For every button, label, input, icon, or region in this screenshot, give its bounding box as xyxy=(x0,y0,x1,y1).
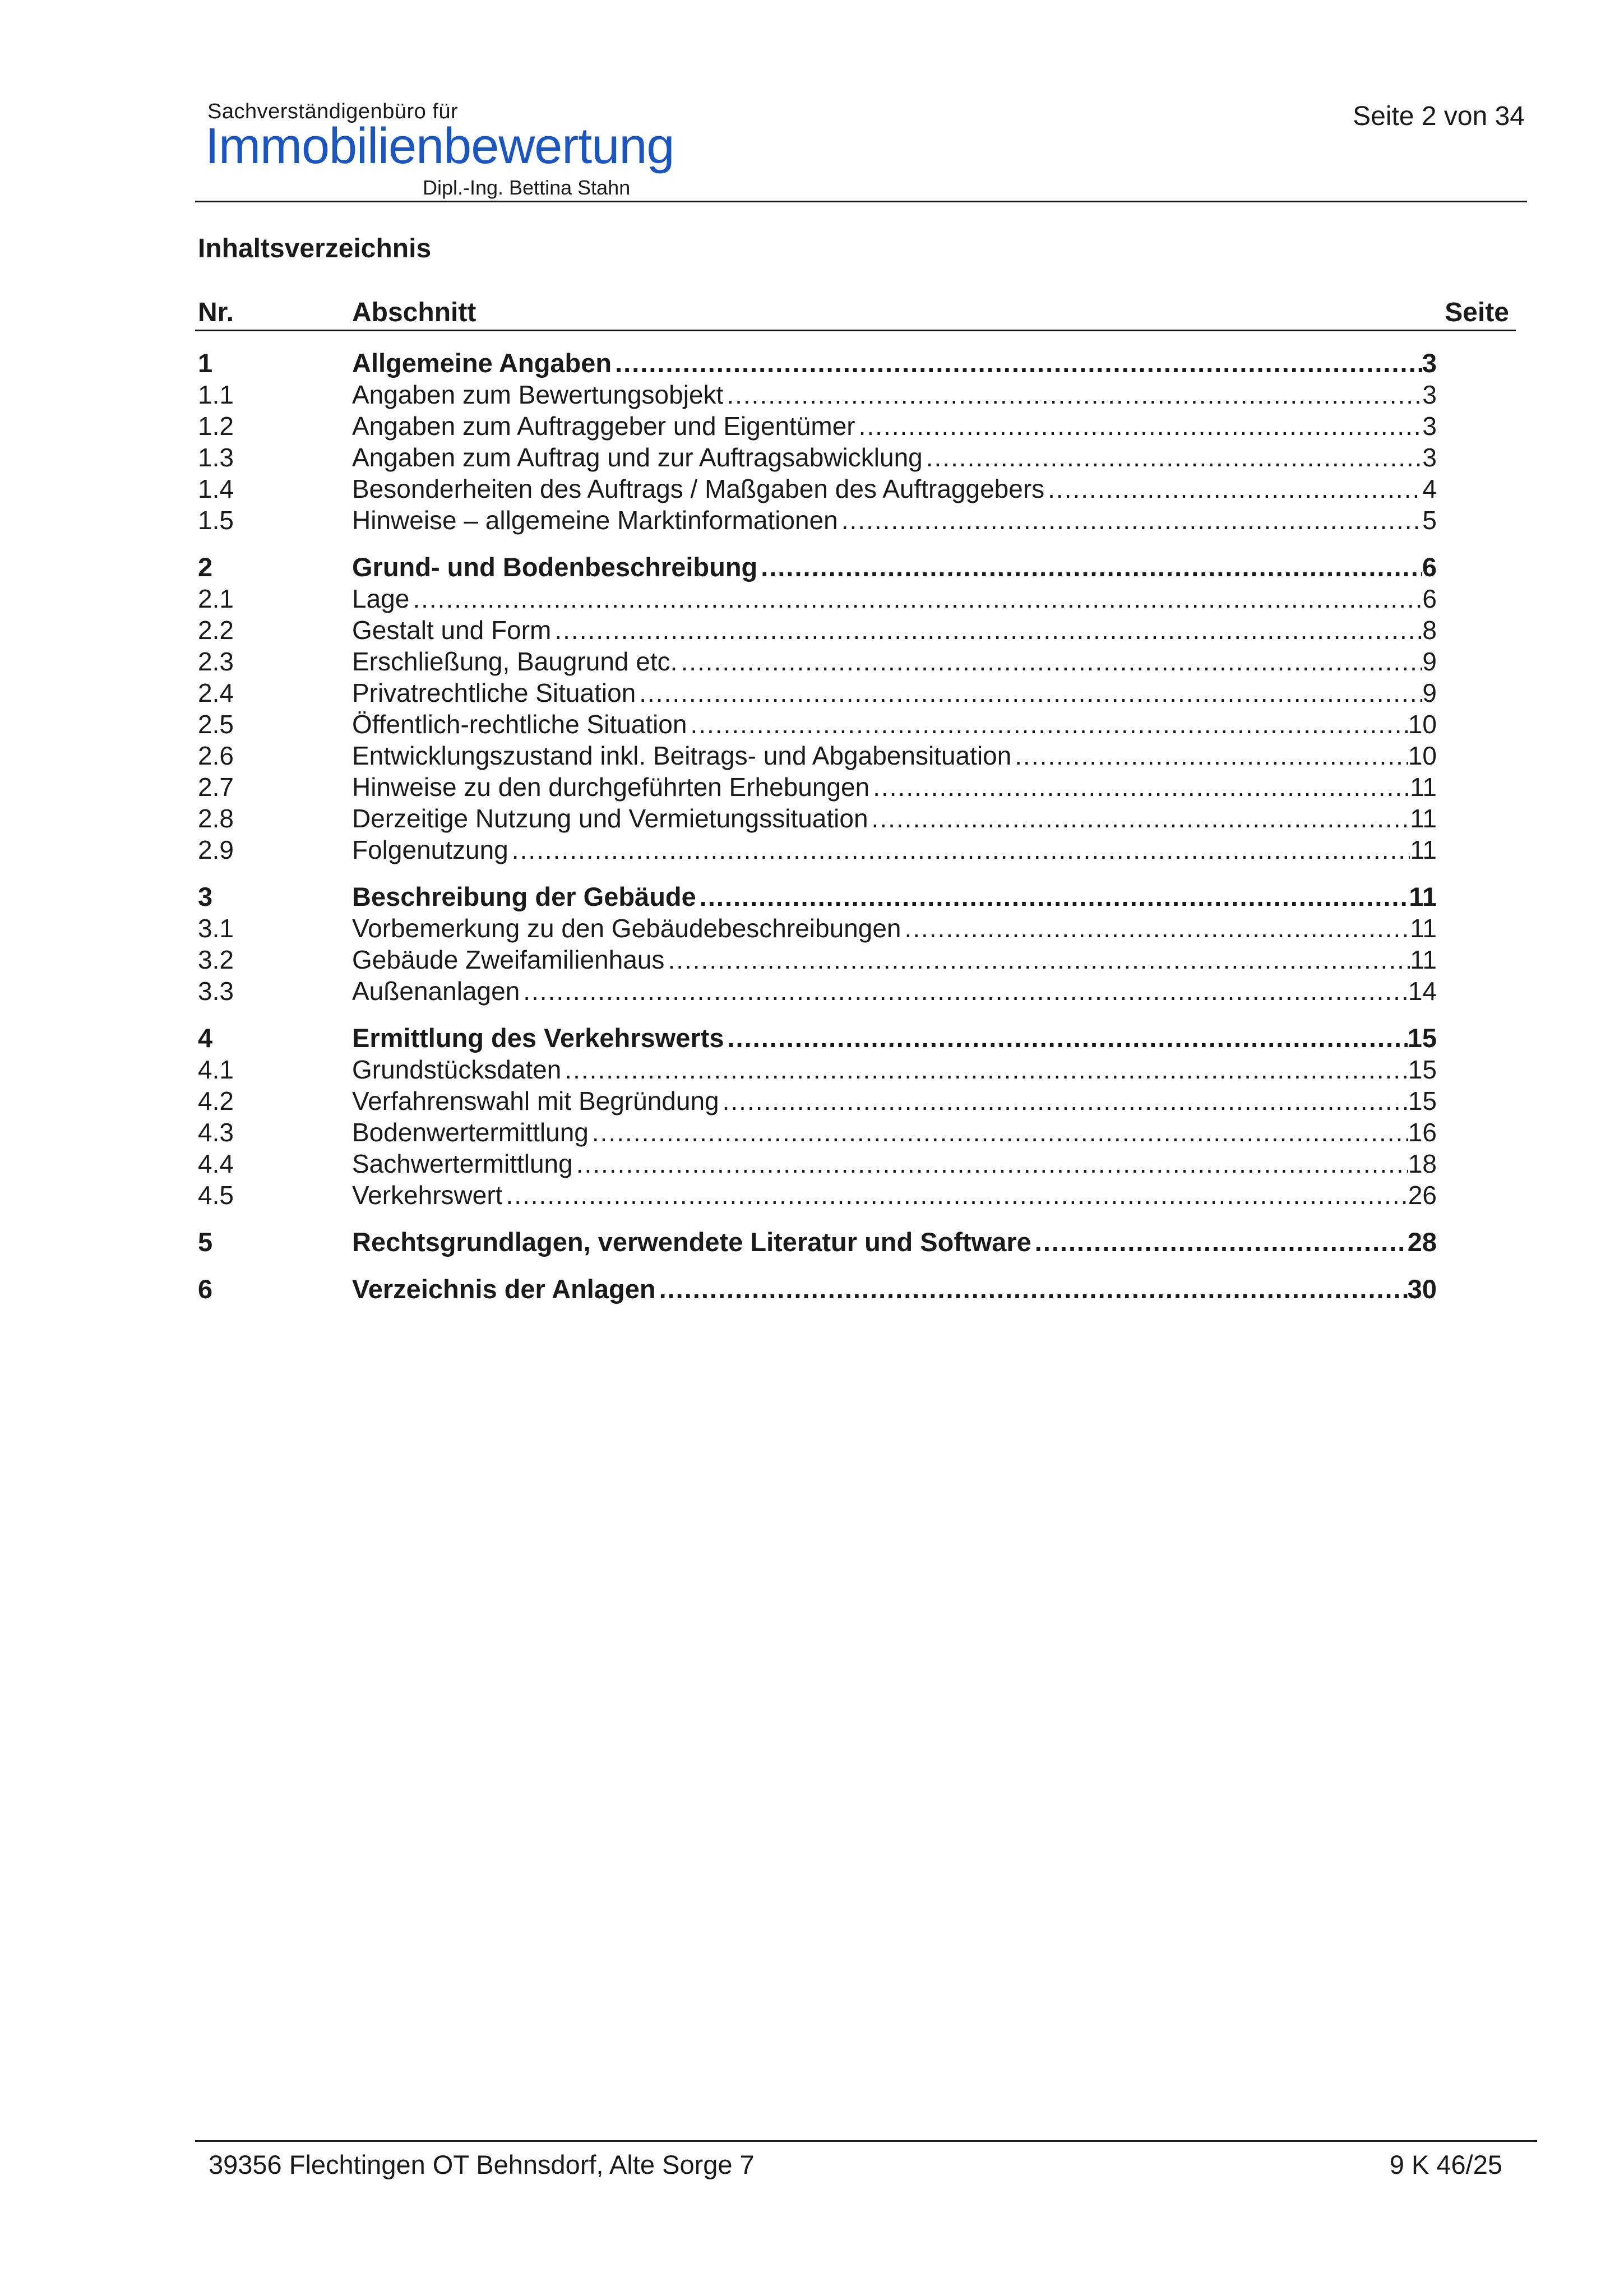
toc-entry-body xyxy=(352,1054,1437,1085)
toc-section-row[interactable] xyxy=(198,614,1437,646)
toc-entry-title: Hinweise zu den durchgeführten Erhebungen xyxy=(352,772,870,802)
footer-address: 39356 Flechtingen OT Behnsdorf, Alte Sorge 7 xyxy=(209,2150,755,2179)
toc-section-row[interactable] xyxy=(198,1117,1437,1148)
toc-section-row[interactable] xyxy=(198,740,1437,771)
toc-group xyxy=(198,881,1437,1007)
toc-entry-body xyxy=(352,1085,1437,1117)
toc-dot-leader xyxy=(873,771,1410,803)
toc-entry-page: 15 xyxy=(1408,1055,1437,1084)
toc-chapter-row[interactable] xyxy=(198,348,1437,379)
toc-entry-body xyxy=(352,1226,1437,1258)
toc-entry-title: Gestalt und Form xyxy=(352,615,552,645)
toc-section-row[interactable] xyxy=(198,379,1437,410)
toc-dot-leader xyxy=(700,881,1409,913)
toc-dot-leader xyxy=(905,913,1410,944)
toc-entry-body xyxy=(352,473,1437,504)
toc-entry-body xyxy=(352,614,1437,646)
toc-section-row[interactable] xyxy=(198,473,1437,504)
toc-entry-title: Grundstücksdaten xyxy=(352,1055,562,1084)
toc-dot-leader xyxy=(723,1085,1408,1117)
table-of-contents xyxy=(198,348,1437,1321)
toc-entry-body xyxy=(352,834,1437,865)
toc-entry-title: Ermittlung des Verkehrswerts xyxy=(352,1023,724,1053)
toc-entry-body xyxy=(352,709,1437,740)
toc-dot-leader xyxy=(1035,1226,1408,1258)
toc-entry-number: 3.2 xyxy=(198,945,234,974)
toc-entry-title: Gebäude Zweifamilienhaus xyxy=(352,945,665,974)
toc-section-row[interactable] xyxy=(198,771,1437,803)
toc-dot-leader xyxy=(859,410,1423,442)
toc-dot-leader xyxy=(523,975,1408,1007)
toc-group xyxy=(198,552,1437,865)
column-header-section: Abschnitt xyxy=(352,298,476,327)
toc-entry-title: Angaben zum Auftraggeber und Eigentümer xyxy=(352,411,855,441)
toc-entry-page: 11 xyxy=(1410,804,1437,833)
toc-entry-page: 16 xyxy=(1408,1118,1437,1147)
toc-chapter-row[interactable] xyxy=(198,552,1437,583)
toc-entry-body xyxy=(352,583,1437,614)
toc-group xyxy=(198,1022,1437,1211)
toc-section-row[interactable] xyxy=(198,709,1437,740)
toc-entry-body xyxy=(352,442,1437,473)
toc-chapter-row[interactable] xyxy=(198,881,1437,913)
footer-divider xyxy=(195,2140,1537,2142)
toc-dot-leader xyxy=(668,944,1410,975)
toc-section-row[interactable] xyxy=(198,1085,1437,1117)
toc-section-row[interactable] xyxy=(198,834,1437,865)
toc-section-row[interactable] xyxy=(198,677,1437,709)
toc-section-row[interactable] xyxy=(198,975,1437,1007)
toc-section-row[interactable] xyxy=(198,504,1437,536)
toc-entry-number: 2.5 xyxy=(198,710,234,739)
toc-entry-page: 10 xyxy=(1408,741,1437,770)
toc-entry-title: Lage xyxy=(352,584,410,613)
toc-entry-page: 15 xyxy=(1408,1086,1437,1115)
toc-dot-leader xyxy=(841,504,1423,536)
toc-entry-number: 4.5 xyxy=(198,1181,234,1210)
toc-dot-leader xyxy=(639,677,1422,709)
toc-entry-title: Grund- und Bodenbeschreibung xyxy=(352,552,758,582)
page-indicator: Seite 2 von 34 xyxy=(1353,101,1525,131)
toc-entry-body xyxy=(352,504,1437,536)
toc-entry-number: 5 xyxy=(198,1227,213,1257)
toc-group xyxy=(198,1226,1437,1258)
toc-entry-title: Bodenwertermittlung xyxy=(352,1118,589,1147)
toc-dot-leader xyxy=(506,1179,1408,1211)
toc-entry-page: 9 xyxy=(1422,678,1437,707)
toc-group xyxy=(198,348,1437,536)
toc-entry-number: 4.1 xyxy=(198,1055,234,1084)
toc-dot-leader xyxy=(512,834,1410,865)
toc-entry-number: 2.7 xyxy=(198,772,234,802)
toc-entry-body xyxy=(352,410,1437,442)
toc-section-row[interactable] xyxy=(198,944,1437,975)
toc-entry-title: Öffentlich-rechtliche Situation xyxy=(352,710,687,739)
toc-entry-number: 1.1 xyxy=(198,380,234,409)
toc-dot-leader xyxy=(681,646,1422,677)
toc-section-row[interactable] xyxy=(198,913,1437,944)
toc-entry-page: 11 xyxy=(1410,914,1437,943)
toc-dot-leader xyxy=(554,614,1422,646)
toc-entry-title: Erschließung, Baugrund etc. xyxy=(352,647,678,676)
toc-entry-number: 4 xyxy=(198,1023,213,1053)
toc-entry-page: 11 xyxy=(1410,835,1437,864)
toc-entry-title: Allgemeine Angaben xyxy=(352,348,612,378)
toc-entry-page: 30 xyxy=(1407,1274,1437,1304)
toc-entry-page: 8 xyxy=(1422,615,1437,645)
toc-entry-page: 3 xyxy=(1422,411,1437,441)
toc-entry-title: Angaben zum Auftrag und zur Auftragsabwicklung xyxy=(352,443,923,472)
toc-dot-leader xyxy=(761,552,1422,583)
toc-entry-body xyxy=(352,1022,1437,1054)
toc-entry-number: 2.8 xyxy=(198,804,234,833)
toc-entry-title: Verkehrswert xyxy=(352,1181,503,1210)
toc-section-row[interactable] xyxy=(198,442,1437,473)
toc-entry-page: 5 xyxy=(1422,506,1437,535)
company-logo xyxy=(205,96,674,203)
toc-entry-body xyxy=(352,348,1437,379)
toc-entry-body xyxy=(352,944,1437,975)
toc-entry-page: 4 xyxy=(1422,474,1437,503)
toc-entry-title: Rechtsgrundlagen, verwendete Literatur und Software xyxy=(352,1227,1031,1257)
toc-entry-body xyxy=(352,803,1437,834)
toc-entry-number: 2.6 xyxy=(198,741,234,770)
toc-entry-number: 6 xyxy=(198,1274,213,1304)
toc-dot-leader xyxy=(690,709,1408,740)
toc-entry-page: 3 xyxy=(1422,348,1437,378)
toc-chapter-row[interactable] xyxy=(198,1226,1437,1258)
footer-case-number: 9 K 46/25 xyxy=(1389,2150,1502,2179)
toc-entry-page: 10 xyxy=(1408,710,1437,739)
column-header-page: Seite xyxy=(1445,298,1509,327)
toc-dot-leader xyxy=(872,803,1410,834)
toc-entry-body xyxy=(352,379,1437,410)
toc-entry-body xyxy=(352,1179,1437,1211)
toc-dot-leader xyxy=(565,1054,1408,1085)
toc-entry-title: Verzeichnis der Anlagen xyxy=(352,1274,656,1304)
toc-entry-number: 4.2 xyxy=(198,1086,234,1115)
toc-entry-number: 2.1 xyxy=(198,584,234,613)
toc-entry-page: 11 xyxy=(1410,772,1437,802)
toc-entry-page: 6 xyxy=(1422,552,1437,582)
toc-entry-title: Angaben zum Bewertungsobjekt xyxy=(352,380,724,409)
toc-entry-title: Entwicklungszustand inkl. Beitrags- und Abgabensituation xyxy=(352,741,1012,770)
toc-entry-title: Außenanlagen xyxy=(352,976,520,1006)
toc-entry-title: Verfahrenswahl mit Begründung xyxy=(352,1086,719,1115)
toc-entry-page: 3 xyxy=(1422,380,1437,409)
header-divider xyxy=(195,201,1527,202)
toc-group xyxy=(198,1274,1437,1305)
toc-chapter-row[interactable] xyxy=(198,1022,1437,1054)
toc-entry-number: 2.4 xyxy=(198,678,234,707)
toc-dot-leader xyxy=(727,1022,1407,1054)
toc-entry-title: Derzeitige Nutzung und Vermietungssituation xyxy=(352,804,868,833)
toc-section-row[interactable] xyxy=(198,583,1437,614)
toc-entry-body xyxy=(352,1117,1437,1148)
toc-dot-leader xyxy=(615,348,1422,379)
toc-entry-number: 1 xyxy=(198,348,213,378)
toc-entry-number: 1.2 xyxy=(198,411,234,441)
toc-entry-page: 11 xyxy=(1409,882,1437,911)
toc-entry-title: Hinweise – allgemeine Marktinformationen xyxy=(352,506,838,535)
toc-entry-page: 26 xyxy=(1408,1181,1437,1210)
toc-entry-number: 4.3 xyxy=(198,1118,234,1147)
toc-entry-title: Besonderheiten des Auftrags / Maßgaben des Auftraggebers xyxy=(352,474,1045,503)
toc-dot-leader xyxy=(1048,473,1422,504)
toc-entry-body xyxy=(352,1274,1437,1305)
toc-entry-number: 3 xyxy=(198,882,213,911)
toc-entry-page: 11 xyxy=(1410,945,1437,974)
toc-entry-number: 4.4 xyxy=(198,1149,234,1178)
toc-entry-page: 18 xyxy=(1408,1149,1437,1178)
toc-dot-leader xyxy=(413,583,1422,614)
toc-dot-leader xyxy=(727,379,1422,410)
toc-dot-leader xyxy=(1015,740,1408,771)
toc-dot-leader xyxy=(592,1117,1408,1148)
logo-owner: Dipl.-Ing. Bettina Stahn xyxy=(423,176,631,199)
column-header-divider xyxy=(195,330,1516,331)
toc-dot-leader xyxy=(576,1148,1408,1179)
toc-section-row[interactable] xyxy=(198,410,1437,442)
toc-entry-body xyxy=(352,677,1437,709)
toc-entry-body xyxy=(352,740,1437,771)
toc-entry-page: 14 xyxy=(1408,976,1437,1006)
toc-entry-title: Sachwertermittlung xyxy=(352,1149,573,1178)
column-header-nr: Nr. xyxy=(198,298,234,327)
toc-chapter-row[interactable] xyxy=(198,1274,1437,1305)
toc-entry-body xyxy=(352,1148,1437,1179)
toc-section-row[interactable] xyxy=(198,1179,1437,1211)
toc-section-row[interactable] xyxy=(198,646,1437,677)
toc-dot-leader xyxy=(659,1274,1408,1305)
toc-entry-number: 3.3 xyxy=(198,976,234,1006)
toc-entry-page: 15 xyxy=(1407,1023,1437,1053)
toc-entry-title: Beschreibung der Gebäude xyxy=(352,882,696,911)
toc-entry-body xyxy=(352,771,1437,803)
toc-section-row[interactable] xyxy=(198,803,1437,834)
toc-entry-title: Privatrechtliche Situation xyxy=(352,678,636,707)
toc-entry-number: 2.3 xyxy=(198,647,234,676)
toc-entry-page: 6 xyxy=(1422,584,1437,613)
toc-section-row[interactable] xyxy=(198,1054,1437,1085)
logo-title: Immobilienbewertung xyxy=(205,118,674,174)
toc-entry-body xyxy=(352,913,1437,944)
toc-entry-page: 28 xyxy=(1407,1227,1437,1257)
toc-entry-number: 1.5 xyxy=(198,506,234,535)
toc-entry-title: Vorbemerkung zu den Gebäudebeschreibungen xyxy=(352,914,901,943)
toc-entry-page: 3 xyxy=(1422,443,1437,472)
toc-entry-number: 1.4 xyxy=(198,474,234,503)
toc-entry-number: 2.9 xyxy=(198,835,234,864)
logo-subtitle: Sachverständigenbüro für xyxy=(207,100,459,123)
toc-entry-body xyxy=(352,975,1437,1007)
toc-entry-body xyxy=(352,552,1437,583)
toc-entry-number: 2 xyxy=(198,552,213,582)
toc-entry-number: 2.2 xyxy=(198,615,234,645)
toc-entry-title: Folgenutzung xyxy=(352,835,508,864)
toc-entry-number: 3.1 xyxy=(198,914,234,943)
toc-title: Inhaltsverzeichnis xyxy=(198,234,432,263)
toc-entry-number: 1.3 xyxy=(198,443,234,472)
toc-dot-leader xyxy=(926,442,1423,473)
toc-entry-body xyxy=(352,881,1437,913)
toc-entry-body xyxy=(352,646,1437,677)
toc-section-row[interactable] xyxy=(198,1148,1437,1179)
toc-entry-page: 9 xyxy=(1422,647,1437,676)
